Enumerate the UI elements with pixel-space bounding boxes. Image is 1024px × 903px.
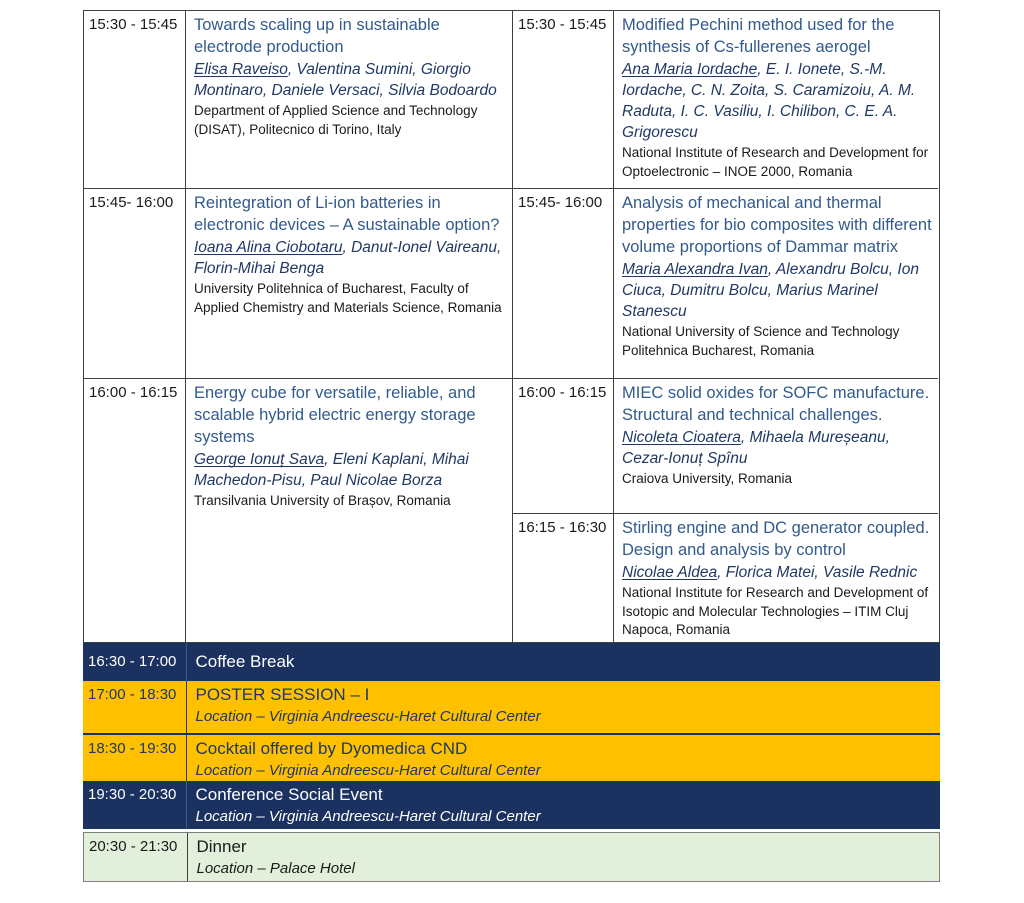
session-authors: [194, 59, 510, 101]
event-location: Location – Palace Hotel: [196, 860, 355, 877]
event-title: Conference Social Event: [195, 785, 383, 804]
coauthors: , E. I. Ionete, S.-M. Iordache, C. N. Zoita, S. Caramizoiu, A. M. Raduta, I. C. Vasiliu, I. Chilibon, C. E. A. Grigorescu: [622, 61, 916, 141]
coauthors: , Danut-Ionel Vaireanu, Florin-Mihai Benga: [194, 239, 502, 277]
session-affiliation: University Politehnica of Bucharest, Faculty of Applied Chemistry and Materials Science, Romania: [194, 281, 502, 315]
session-row: [84, 189, 512, 379]
event-location: Location – Virginia Andreescu-Haret Cultural Center: [195, 808, 541, 825]
session-content: [614, 11, 938, 188]
session-time: 16:00 - 16:15: [84, 379, 186, 642]
session-content: [186, 379, 512, 642]
event-content: [187, 681, 941, 733]
event-time: 17:00 - 18:30: [83, 681, 187, 733]
event-location: Location – Virginia Andreescu-Haret Cultural Center: [195, 762, 541, 779]
session-title: Modified Pechini method used for the synthesis of Cs-fullerenes aerogel: [622, 16, 895, 56]
event-time: 19:30 - 20:30: [83, 781, 187, 829]
first-author: Nicoleta Cioatera: [622, 429, 741, 446]
event-content: [187, 643, 941, 681]
event-band-dinner: [83, 832, 940, 882]
coauthors: , Valentina Sumini, Giorgio Montinaro, Daniele Versaci, Silvia Bodoardo: [194, 61, 497, 99]
session-time: 15:45- 16:00: [84, 189, 186, 378]
conference-schedule: [83, 10, 940, 882]
event-bands: [83, 643, 940, 882]
session-content: [614, 379, 938, 513]
event-title: POSTER SESSION – I: [195, 685, 370, 704]
session-row: [513, 189, 938, 379]
session-time: 16:15 - 16:30: [513, 514, 614, 642]
first-author: Ioana Alina Ciobotaru: [194, 239, 343, 256]
parallel-sessions-table: [83, 10, 940, 643]
session-title: Reintegration of Li-ion batteries in electronic devices – A sustainable option?: [194, 194, 500, 234]
event-time: 20:30 - 21:30: [84, 833, 188, 881]
session-content: [186, 189, 512, 378]
event-title: Dinner: [196, 837, 247, 856]
first-author: Nicolae Aldea: [622, 564, 718, 581]
event-band-poster-session-i: [83, 681, 940, 733]
session-title: Energy cube for versatile, reliable, and scalable hybrid electric energy storage systems: [194, 384, 476, 446]
event-content: [187, 735, 941, 781]
session-row: [513, 379, 938, 514]
session-authors: [194, 449, 510, 491]
session-row: [513, 11, 938, 189]
first-author: Ana Maria Iordache: [622, 61, 758, 78]
event-band-conference-social-event: [83, 781, 940, 829]
session-row: [84, 379, 512, 642]
first-author: Maria Alexandra Ivan: [622, 261, 768, 278]
event-band-cocktail-offered-by-dyomedica-cnd: [83, 733, 940, 781]
event-band-coffee-break: [83, 643, 940, 681]
coauthors: , Mihaela Mureșeanu, Cezar-Ionuț Spînu: [622, 429, 890, 467]
session-row: [513, 514, 938, 642]
event-time: 16:30 - 17:00: [83, 643, 187, 681]
session-affiliation: Department of Applied Science and Technology (DISAT), Politecnico di Torino, Italy: [194, 103, 478, 137]
event-content: [187, 781, 941, 829]
session-affiliation: National University of Science and Technology Politehnica Bucharest, Romania: [622, 324, 900, 358]
session-content: [614, 189, 938, 378]
coauthors: , Alexandru Bolcu, Ion Ciuca, Dumitru Bolcu, Marius Marinel Stanescu: [622, 261, 919, 320]
session-content: [186, 11, 512, 188]
session-time: 16:00 - 16:15: [513, 379, 614, 513]
session-affiliation: Craiova University, Romania: [622, 471, 793, 486]
session-authors: [622, 259, 936, 322]
session-affiliation: Transilvania University of Brașov, Romania: [194, 493, 451, 508]
coauthors: , Eleni Kaplani, Mihai Machedon-Pisu, Paul Nicolae Borza: [194, 451, 469, 489]
session-time: 15:45- 16:00: [513, 189, 614, 378]
session-affiliation: National Institute of Research and Development for Optoelectronic – INOE 2000, Romania: [622, 145, 929, 179]
session-content: [614, 514, 938, 642]
sessions-column-right: [513, 11, 938, 642]
first-author: Elisa Raveiso: [194, 61, 288, 78]
session-row: [84, 11, 512, 189]
session-affiliation: National Institute for Research and Development of Isotopic and Molecular Technologies – ITIM Cluj Napoca, Romania: [622, 585, 929, 637]
session-authors: [622, 59, 936, 143]
session-time: 15:30 - 15:45: [513, 11, 614, 188]
session-title: Analysis of mechanical and thermal properties for bio composites with different volume proportions of Dammar matrix: [622, 194, 932, 256]
event-location: Location – Virginia Andreescu-Haret Cultural Center: [195, 708, 541, 725]
sessions-column-left: [84, 11, 513, 642]
event-title: Coffee Break: [195, 652, 295, 671]
session-title: Stirling engine and DC generator coupled. Design and analysis by control: [622, 519, 930, 559]
session-authors: [622, 562, 936, 583]
session-time: 15:30 - 15:45: [84, 11, 186, 188]
coauthors: , Florica Matei, Vasile Rednic: [717, 564, 918, 581]
session-title: MIEC solid oxides for SOFC manufacture. Structural and technical challenges.: [622, 384, 930, 424]
session-authors: [622, 427, 936, 469]
session-authors: [194, 237, 510, 279]
event-title: Cocktail offered by Dyomedica CND: [195, 739, 468, 758]
first-author: George Ionuț Sava: [194, 451, 325, 468]
session-title: Towards scaling up in sustainable electrode production: [194, 16, 440, 56]
event-time: 18:30 - 19:30: [83, 735, 187, 781]
event-content: [188, 833, 940, 881]
